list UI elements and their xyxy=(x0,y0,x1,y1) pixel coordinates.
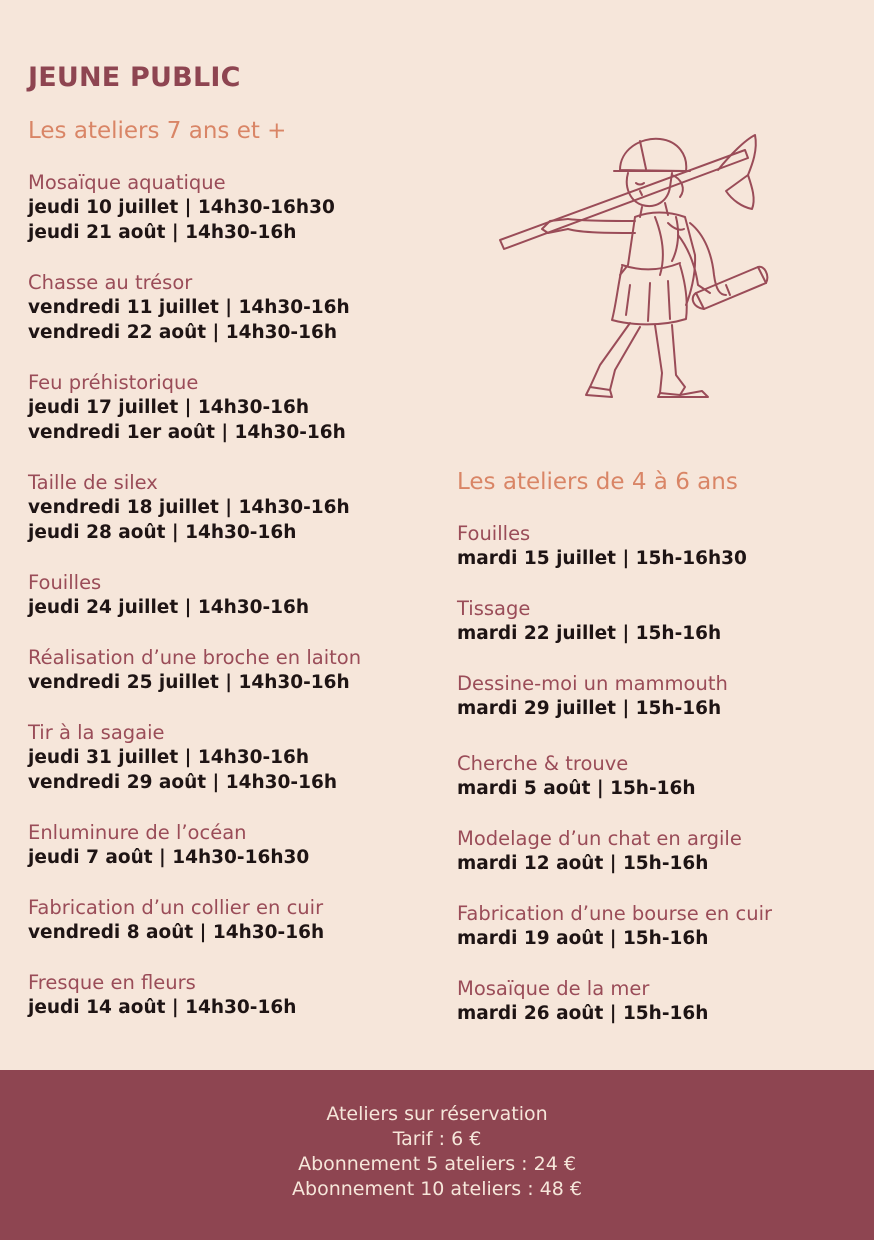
workshop-date: jeudi 7 août | 14h30-16h30 xyxy=(28,847,310,868)
workshop-date: mardi 29 juillet | 15h-16h xyxy=(457,698,722,719)
footer-abonnement-10: Abonnement 10 ateliers : 48 € xyxy=(292,1178,582,1200)
workshop-dessine-mammouth xyxy=(457,671,874,721)
workshop-taille-de-silex xyxy=(28,470,448,545)
workshop-date: vendredi 25 juillet | 14h30-16h xyxy=(28,672,350,693)
workshop-date: mardi 15 juillet | 15h-16h30 xyxy=(457,548,747,569)
workshop-broche-laiton xyxy=(28,645,448,695)
workshop-date: mardi 22 juillet | 15h-16h xyxy=(457,623,722,644)
child-explorer-with-pickaxe-illustration xyxy=(490,125,790,405)
workshop-name: Enluminure de l’océan xyxy=(28,821,247,844)
workshop-name: Fouilles xyxy=(457,522,531,545)
workshop-name: Tir à la sagaie xyxy=(28,721,165,744)
workshop-bourse-cuir xyxy=(457,901,874,951)
workshop-name: Réalisation d’une broche en laiton xyxy=(28,646,362,669)
workshop-date: vendredi 29 août | 14h30-16h xyxy=(28,772,337,793)
workshop-name: Taille de silex xyxy=(28,471,158,494)
workshop-date: mardi 12 août | 15h-16h xyxy=(457,853,709,874)
workshop-date: jeudi 14 août | 14h30-16h xyxy=(28,997,297,1018)
workshop-fouilles-4 xyxy=(457,521,874,571)
workshop-date: jeudi 28 août | 14h30-16h xyxy=(28,522,297,543)
workshop-enluminure-ocean xyxy=(28,820,448,870)
workshop-cherche-trouve xyxy=(457,751,874,801)
workshop-date: vendredi 8 août | 14h30-16h xyxy=(28,922,325,943)
workshop-date: jeudi 21 août | 14h30-16h xyxy=(28,222,297,243)
workshop-date: mardi 5 août | 15h-16h xyxy=(457,778,696,799)
workshop-name: Tissage xyxy=(457,597,531,620)
workshop-name: Mosaïque aquatique xyxy=(28,171,226,194)
workshop-date: jeudi 31 juillet | 14h30-16h xyxy=(28,747,310,768)
workshop-name: Fabrication d’une bourse en cuir xyxy=(457,902,773,925)
workshop-collier-cuir xyxy=(28,895,448,945)
workshop-mosaique-mer xyxy=(457,976,874,1026)
workshop-modelage-chat xyxy=(457,826,874,876)
workshop-name: Cherche & trouve xyxy=(457,752,629,775)
page-title: JEUNE PUBLIC xyxy=(28,62,241,93)
workshop-fresque-fleurs xyxy=(28,970,448,1020)
workshop-date: jeudi 17 juillet | 14h30-16h xyxy=(28,397,310,418)
workshop-name: Mosaïque de la mer xyxy=(457,977,650,1000)
workshop-name: Modelage d’un chat en argile xyxy=(457,827,742,850)
workshop-name: Fouilles xyxy=(28,571,102,594)
workshop-chasse-au-tresor xyxy=(28,270,448,345)
footer-info-band xyxy=(0,1070,874,1240)
footer-tarif: Tarif : 6 € xyxy=(392,1128,482,1150)
workshop-date: mardi 26 août | 15h-16h xyxy=(457,1003,709,1024)
workshop-date: vendredi 22 août | 14h30-16h xyxy=(28,322,337,343)
workshop-name: Fabrication d’un collier en cuir xyxy=(28,896,324,919)
workshop-tissage xyxy=(457,596,874,646)
section-heading-7-plus: Les ateliers 7 ans et + xyxy=(28,118,287,144)
workshop-fouilles-7 xyxy=(28,570,448,620)
workshop-name: Feu préhistorique xyxy=(28,371,199,394)
workshop-name: Chasse au trésor xyxy=(28,271,193,294)
workshop-tir-sagaie xyxy=(28,720,448,795)
footer-lines xyxy=(0,1102,874,1202)
section-heading-4-to-6: Les ateliers de 4 à 6 ans xyxy=(457,469,738,495)
workshop-date: mardi 19 août | 15h-16h xyxy=(457,928,709,949)
workshop-date: vendredi 1er août | 14h30-16h xyxy=(28,422,346,443)
workshop-name: Dessine-moi un mammouth xyxy=(457,672,728,695)
workshop-date: vendredi 18 juillet | 14h30-16h xyxy=(28,497,350,518)
workshop-feu-prehistorique xyxy=(28,370,448,445)
workshop-mosaique-aquatique xyxy=(28,170,448,245)
workshop-date: vendredi 11 juillet | 14h30-16h xyxy=(28,297,350,318)
workshop-date: jeudi 10 juillet | 14h30-16h30 xyxy=(28,197,335,218)
footer-reservation: Ateliers sur réservation xyxy=(326,1103,548,1125)
footer-abonnement-5: Abonnement 5 ateliers : 24 € xyxy=(298,1153,576,1175)
workshop-date: jeudi 24 juillet | 14h30-16h xyxy=(28,597,310,618)
workshop-name: Fresque en fleurs xyxy=(28,971,196,994)
